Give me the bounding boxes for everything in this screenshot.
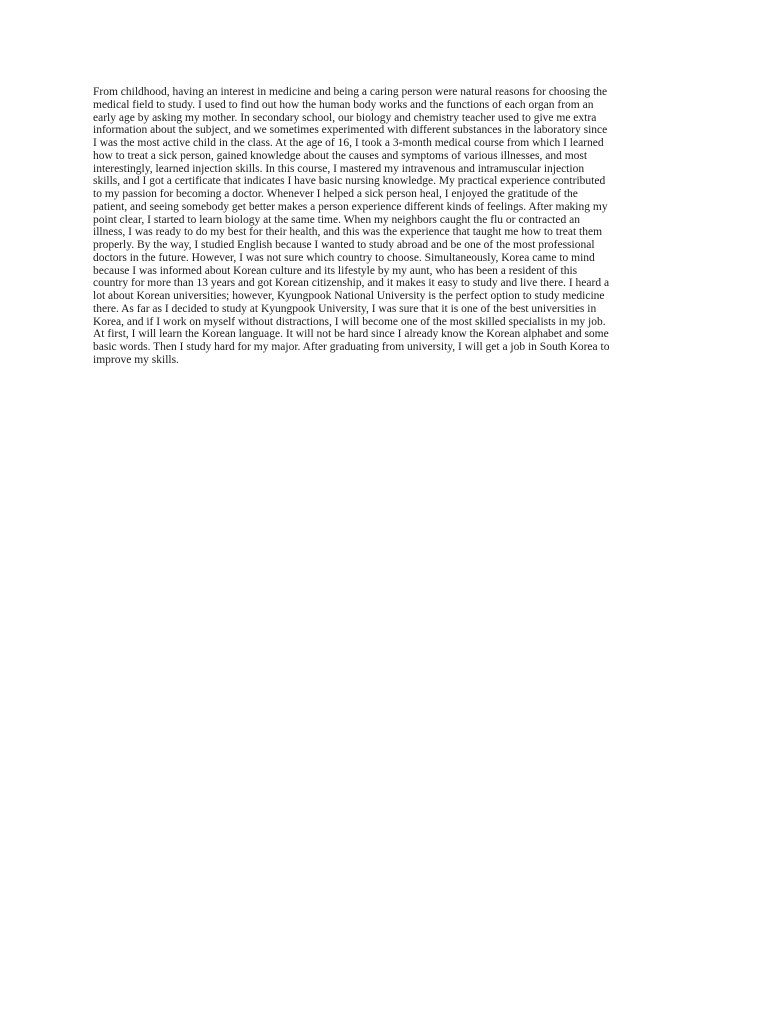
text-line: From childhood, having an interest in medicine and being a caring person were natural reasons for choosing the — [93, 86, 608, 98]
text-line: I was the most active child in the class. At the age of 16, I took a 3-month medical course from which I learned — [93, 137, 604, 149]
text-line: improve my skills. — [93, 353, 179, 366]
text-line: to my passion for becoming a doctor. Whenever I helped a sick person heal, I enjoyed the gratitude of the — [93, 188, 578, 200]
text-line: medical field to study. I used to find out how the human body works and the functions of each organ from an — [93, 98, 594, 111]
essay-paragraph — [93, 86, 693, 367]
text-line: information about the subject, and we sometimes experimented with different substances in the laboratory since — [93, 124, 608, 137]
text-line: because I was informed about Korean culture and its lifestyle by my aunt, who has been a resident of this — [93, 264, 578, 277]
text-line: properly. By the way, I studied English because I wanted to study abroad and be one of the most professional — [93, 239, 595, 251]
text-line: illness, I was ready to do my best for their health, and this was the experience that taught me how to treat them — [93, 226, 603, 239]
text-line: doctors in the future. However, I was not sure which country to choose. Simultaneously, Korea came to mind — [93, 251, 595, 264]
text-line: skills, and I got a certificate that indicates I have basic nursing knowledge. My practical experience contributed — [93, 175, 606, 188]
text-line: patient, and seeing somebody get better makes a person experience different kinds of feelings. After making my — [93, 200, 608, 213]
text-line: point clear, I started to learn biology at the same time. When my neighbors caught the flu or contracted an — [93, 213, 580, 226]
text-line: early age by asking my mother. In secondary school, our biology and chemistry teacher used to give me extra — [93, 111, 597, 124]
text-line: At first, I will learn the Korean language. It will not be hard since I already know the Korean alphabet and some — [93, 328, 609, 341]
text-line: lot about Korean universities; however, Kyungpook National University is the perfect option to study medicine — [93, 290, 605, 302]
text-line: basic words. Then I study hard for my major. After graduating from university, I will get a job in South Korea to — [93, 341, 610, 353]
text-line: there. As far as I decided to study at Kyungpook University, I was sure that it is one of the best universities in — [93, 302, 597, 315]
text-line: how to treat a sick person, gained knowledge about the causes and symptoms of various illnesses, and most — [93, 149, 588, 162]
text-line: country for more than 13 years and got Korean citizenship, and it makes it easy to study and live there. I heard a — [93, 277, 610, 290]
text-line: interestingly, learned injection skills. In this course, I mastered my intravenous and intramuscular injection — [93, 162, 585, 175]
text-line: Korea, and if I work on myself without distractions, I will become one of the most skilled specialists in my job. — [93, 315, 606, 328]
